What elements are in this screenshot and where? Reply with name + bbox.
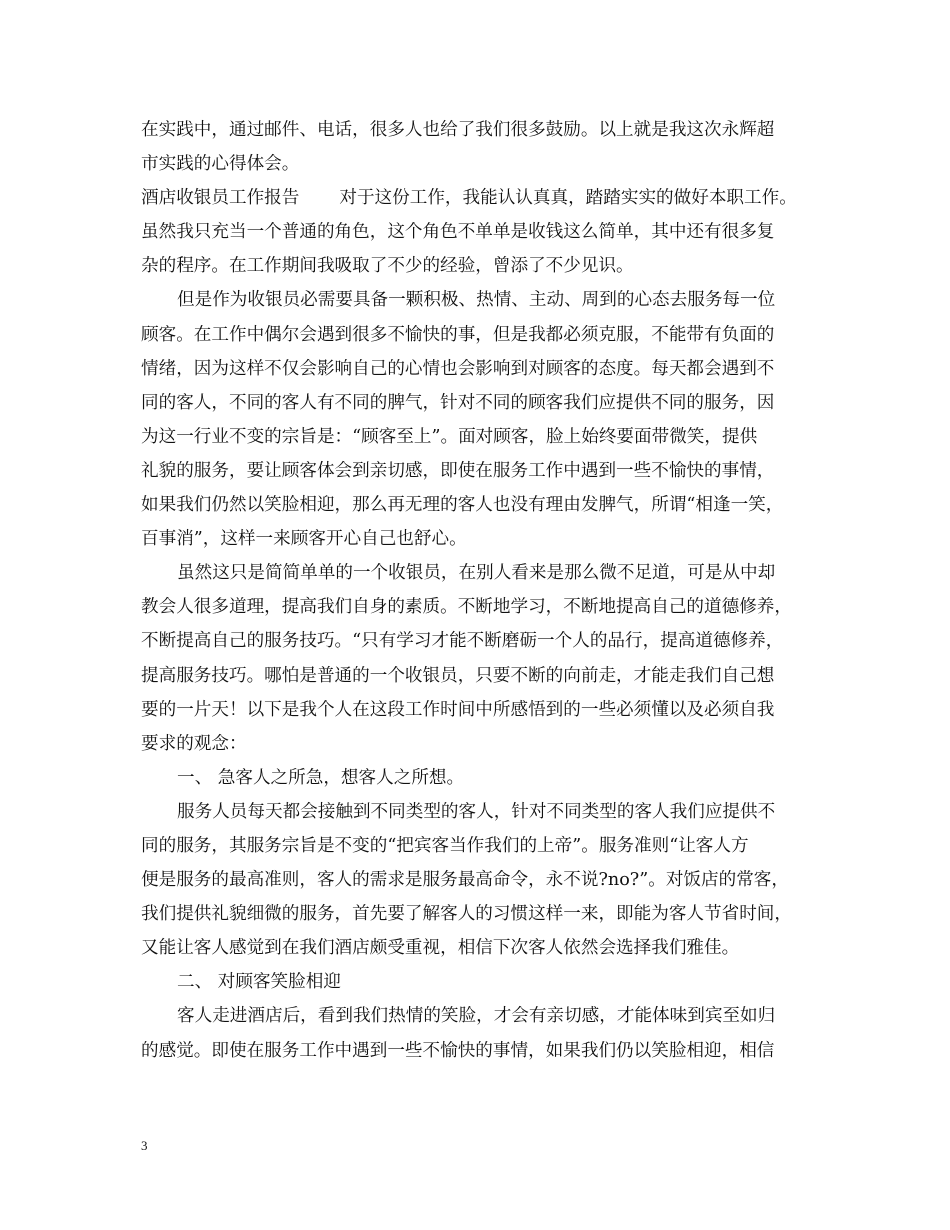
report-title: 酒店收银员工作报告: [141, 188, 300, 209]
text-line: 不断提高自己的服务技巧。“只有学习才能不断磨砺一个人的品行，提高道德修养，: [141, 631, 784, 652]
text-line: 为这一行业不变的宗旨是：“顾客至上”。面对顾客，脸上始终要面带微笑，提供: [141, 426, 758, 447]
text-line: 杂的程序。在工作期间我吸取了不少的经验，曾添了不少见识。: [141, 256, 634, 277]
section-heading: 一、 急客人之所急，想客人之所想。: [177, 767, 465, 788]
text-line: 虽然这只是简简单单的一个收银员，在别人看来是那么微不足道，可是从中却: [177, 563, 776, 584]
text-line: 教会人很多道理，提高我们自身的素质。不断地学习，不断地提高自己的道德修养，: [141, 597, 792, 618]
report-intro: 对于这份工作，我能认认真真，踏踏实实的做好本职工作。: [339, 188, 797, 209]
section-heading: 二、 对顾客笑脸相迎: [177, 972, 341, 993]
text-line: 顾客。在工作中偶尔会遇到很多不愉快的事，但是我都必须克服，不能带有负面的: [141, 324, 775, 345]
text-line: 同的客人，不同的客人有不同的脾气，针对不同的顾客我们应提供不同的服务，因: [141, 392, 775, 413]
text-line: [141, 181, 813, 215]
text-line: 在实践中，通过邮件、电话，很多人也给了我们很多鼓励。以上就是我这次永辉超: [141, 120, 775, 140]
text-line: 便是服务的最高准则，客人的需求是服务最高命令，永不说?no?”。对饭店的常客，: [141, 870, 789, 891]
text-line: 客人走进酒店后，看到我们热情的笑脸，才会有亲切感，才能体味到宾至如归: [177, 1006, 776, 1027]
text-line: 提高服务技巧。哪怕是普通的一个收银员，只要不断的向前走，才能走我们自己想: [141, 665, 775, 686]
text-line: 但是作为收银员必需要具备一颗积极、热情、主动、周到的心态去服务每一位: [177, 290, 776, 311]
text-line: 的感觉。即使在服务工作中遇到一些不愉快的事情，如果我们仍以笑脸相迎，相信: [141, 1040, 775, 1061]
text-line: 百事消”，这样一来顾客开心自己也舒心。: [141, 529, 467, 550]
text-line: 我们提供礼貌细微的服务，首先要了解客人的习惯这样一来，即能为客人节省时间，: [141, 904, 792, 925]
text-line: 如果我们仍然以笑脸相迎，那么再无理的客人也没有理由发脾气，所谓“相逢一笑，: [141, 495, 784, 516]
text-line: 又能让客人感觉到在我们酒店颇受重视，相信下次客人依然会选择我们雅佳。: [141, 938, 740, 959]
text-line: 要求的观念：: [141, 733, 247, 754]
text-line: 市实践的心得体会。: [141, 154, 300, 175]
text-line: 同的服务，其服务宗旨是不变的“把宾客当作我们的上帝”。服务准则“让客人方: [141, 835, 749, 856]
text-line: 服务人员每天都会接触到不同类型的客人，针对不同类型的客人我们应提供不: [177, 801, 776, 822]
text-line: 礼貌的服务，要让顾客体会到亲切感，即使在服务工作中遇到一些不愉快的事情，: [141, 460, 775, 481]
text-line: 虽然我只充当一个普通的角色，这个角色不单单是收钱这么简单，其中还有很多复: [141, 222, 775, 243]
text-line: 情绪，因为这样不仅会影响自己的心情也会影响到对顾客的态度。每天都会遇到不: [141, 358, 775, 379]
document-body: [141, 113, 813, 1068]
page-number: 3: [141, 1138, 148, 1153]
text-line: 要的一片天！以下是我个人在这段工作时间中所感悟到的一些必须懂以及必须自我: [141, 699, 775, 720]
